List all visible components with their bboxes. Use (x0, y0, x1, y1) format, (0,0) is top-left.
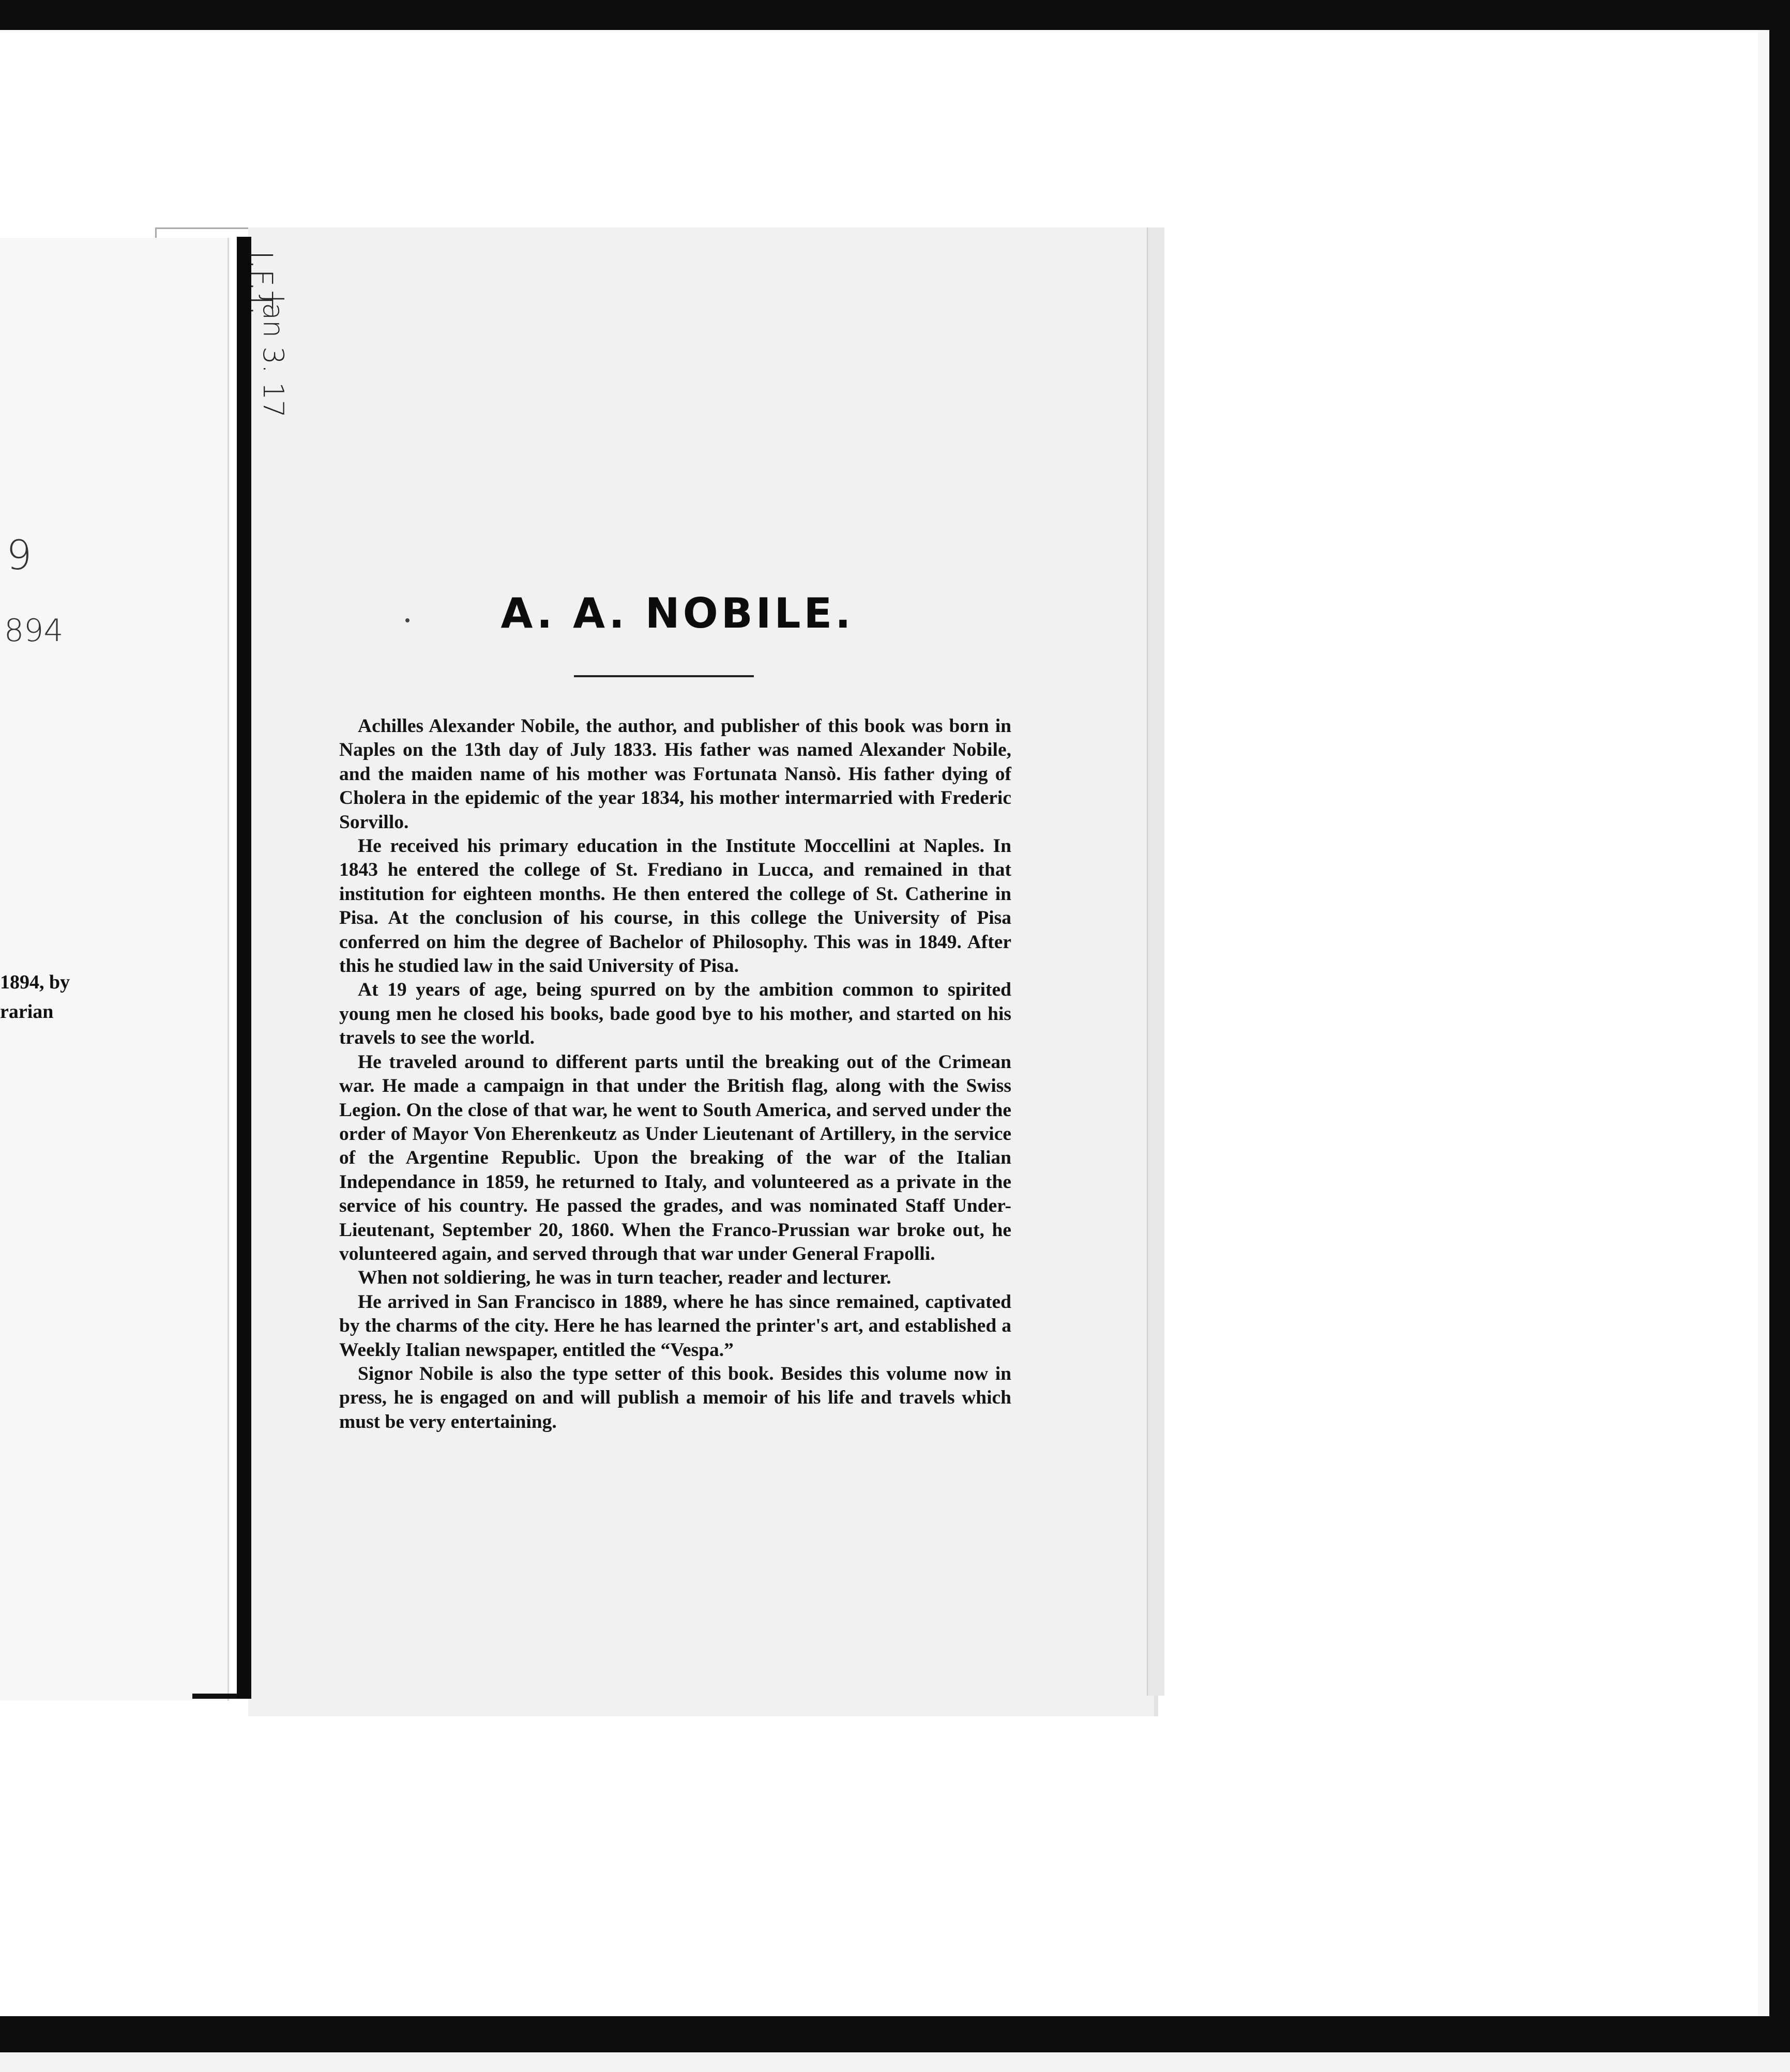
page-edge (1147, 227, 1164, 1696)
scan-border-right (1769, 0, 1790, 2072)
scan-margin-right (1758, 30, 1769, 2016)
paragraph: He traveled around to different parts until the breaking out of the Crimean war. He made a campaign in that under the British flag, along with the Swiss Legion. On the close of that war, he went to South America, and served under the order of Mayor Von Eherenkeutz as Under Lieutenant of Artillery, in the service of the Argentine Republic. Upon the breaking of the war of the Italian Independance in 1859, he returned to Italy, and volunteered as a private in the service of his country. He passed the grades, and was nominated Staff Under-Lieutenant, September 20, 1860. When the Franco-Prussian war broke out, he volunteered again, and served through that war under General Frapolli. (339, 1051, 1011, 1264)
stray-mark (405, 618, 409, 622)
article-title: A. A. NOBILE. (500, 589, 854, 637)
previous-page-fragment: 894 (4, 613, 64, 649)
previous-page-fragment: 1894, by (0, 971, 70, 993)
handwritten-margin-note: I.F.T. (244, 251, 279, 316)
paragraph: Signor Nobile is also the type setter of this book. Besides this volume now in press, he is engaged on and will publish a memoir of his life and travels which must be very entertaining. (339, 1363, 1011, 1433)
previous-page-fragment: rarian (0, 1001, 54, 1023)
paragraph: He arrived in San Francisco in 1889, where he has since remained, captivated by the charms of the city. Here he has learned the printer's art, and established a Weekly Italian newspaper, entitled the “Vespa.” (339, 1291, 1011, 1361)
article-body (339, 714, 1011, 1434)
paragraph: When not soldiering, he was in turn teacher, reader and lecturer. (358, 1267, 891, 1289)
book-spine (237, 237, 251, 1699)
title-rule (574, 675, 754, 677)
previous-page-fragment: 9 (6, 532, 32, 579)
scan-border-top (0, 0, 1790, 30)
scan-border-bottom-strip (0, 2052, 1790, 2072)
paragraph: He received his primary education in the Institute Moccellini at Naples. In 1843 he entered the college of St. Frediano in Lucca, and remained in that institution for eighteen months. He then entered the college of St. Catherine in Pisa. At the conclusion of his course, in this college the University of Pisa conferred on him the degree of Bachelor of Philosophy. This was in 1849. After this he studied law in the said University of Pisa. (339, 835, 1011, 977)
paragraph: At 19 years of age, being spurred on by the ambition common to spirited young men he closed his books, bade good bye to his mother, and started on his travels to see the world. (339, 979, 1011, 1049)
handwritten-margin-date: Jan 3. 17 (257, 295, 290, 418)
paragraph: Achilles Alexander Nobile, the author, and publisher of this book was born in Naples on the 13th day of July 1833. His father was named Alexander Nobile, and the maiden name of his mother was Fortunata Nansò. His father dying of Cholera in the epidemic of the year 1834, his mother intermarried with Frederic Sorvillo. (339, 715, 1011, 833)
previous-page (0, 238, 229, 1701)
